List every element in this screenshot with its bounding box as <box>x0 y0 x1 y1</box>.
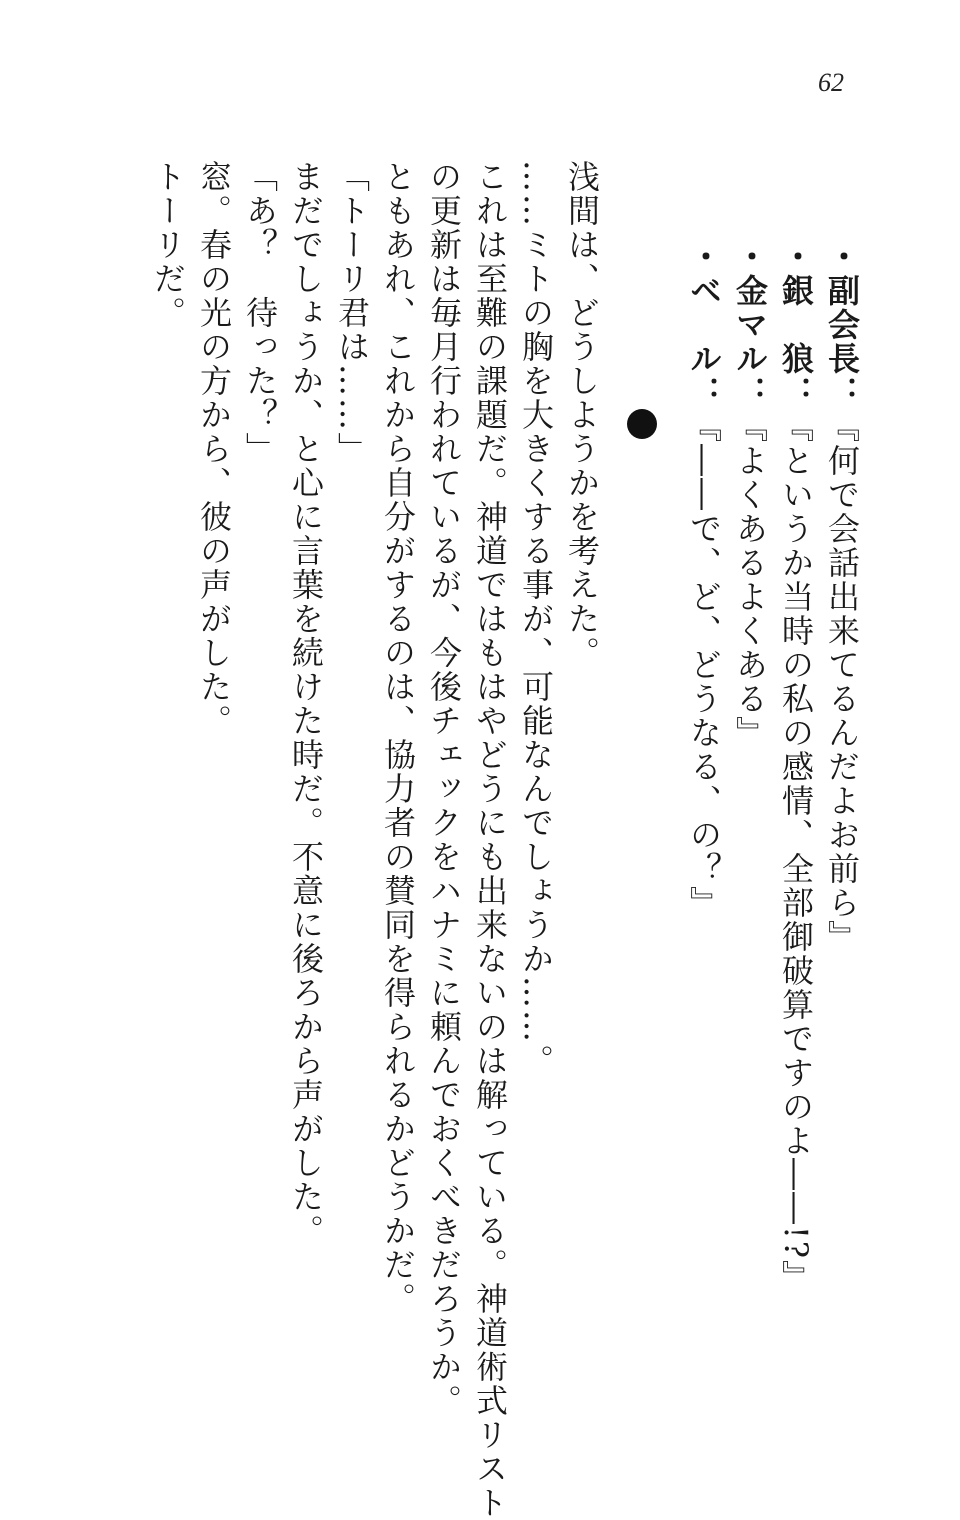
body-line-3: これは至難の課題だ。神道ではもはやどうにも出来ないのは解っている。神道術式リスト <box>471 160 509 1520</box>
speaker-label: ・副会長： <box>823 240 861 410</box>
speaker-label: ・銀 狼： <box>777 240 815 410</box>
body-line-9: 窓。春の光の方から、彼の声がした。 <box>195 160 233 738</box>
body-line-8: 「あ？ 待った？」 <box>241 160 279 466</box>
page-number: 62 <box>818 68 844 97</box>
speaker-label: ・ベ ル： <box>685 240 723 410</box>
body-line-2: ……ミトの胸を大きくする事が、可能なんでしょうか……。 <box>517 160 555 1078</box>
dialogue-text: 『何で会話出来てるんだよお前ら』 <box>823 410 861 954</box>
dialogue-line-3 <box>730 240 770 750</box>
body-line-6: 「トーリ君は……」 <box>333 160 371 466</box>
body-line-5: ともあれ、これから自分がするのは、協力者の賛同を得られるかどうかだ。 <box>379 160 417 1316</box>
body-line-4: の更新は毎月行われているが、今後チェックをハナミに頼んでおくべきだろうか。 <box>425 160 463 1418</box>
body-line-10: トーリだ。 <box>149 160 187 330</box>
body-line-1: 浅間は、どうしようかを考えた。 <box>563 160 601 670</box>
dialogue-line-4 <box>684 240 724 920</box>
section-break-bullet <box>627 409 657 439</box>
dialogue-line-2 <box>776 240 816 1294</box>
dialogue-text: 『というか当時の私の感情、全部御破算ですのよ――!?』 <box>777 410 815 1295</box>
body-line-7: まだでしょうか、と心に言葉を続けた時だ。不意に後ろから声がした。 <box>287 160 325 1248</box>
dialogue-text: 『――で、ど、どうなる、の？』 <box>685 410 723 920</box>
dialogue-line-1 <box>822 240 862 954</box>
speaker-label: ・金マル： <box>731 240 769 410</box>
dialogue-text: 『よくあるよくある』 <box>731 410 769 750</box>
